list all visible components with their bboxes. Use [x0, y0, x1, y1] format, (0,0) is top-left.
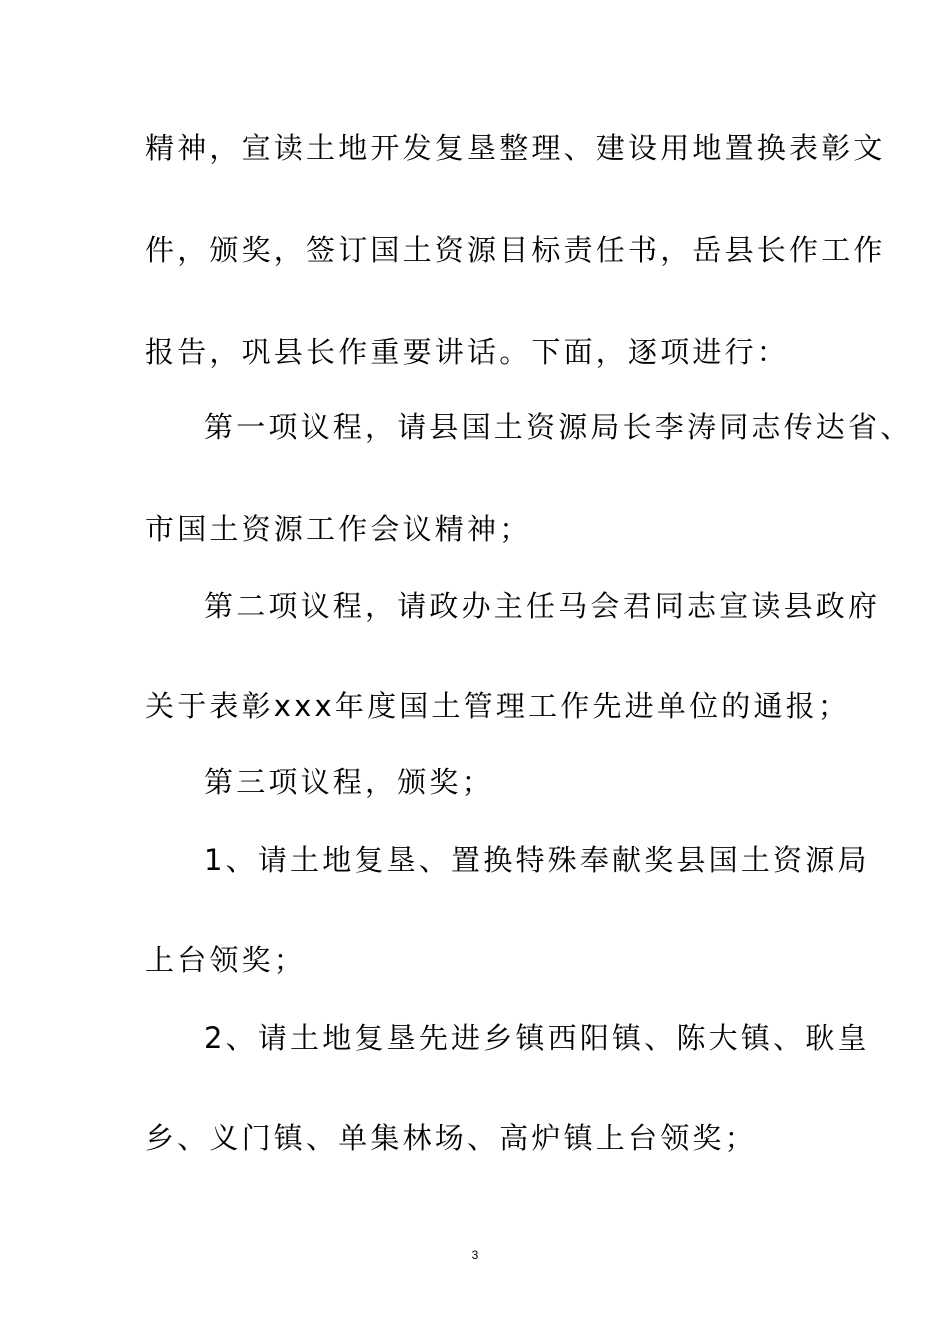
text-line: 市国土资源工作会议精神； [145, 512, 532, 546]
text-line: 报告，巩县长作重要讲话。下面，逐项进行： [145, 335, 790, 369]
text-line: 乡、义门镇、单集林场、高炉镇上台领奖； [145, 1121, 757, 1155]
text-line: 第二项议程，请政办主任马会君同志宣读县政府 [204, 589, 881, 623]
text-line: 1、请土地复垦、置换特殊奉献奖县国土资源局 [204, 843, 870, 877]
text-line: 件，颁奖，签订国土资源目标责任书，岳县长作工作 [145, 233, 886, 267]
text-line: 精神，宣读土地开发复垦整理、建设用地置换表彰文 [145, 131, 886, 165]
text-line: 第三项议程，颁奖； [204, 765, 494, 799]
text-line: 第一项议程，请县国土资源局长李涛同志传达省、 [204, 410, 913, 444]
page-number: 3 [471, 1248, 479, 1262]
text-line: 上台领奖； [145, 943, 307, 977]
text-line: 关于表彰xxx年度国土管理工作先进单位的通报； [145, 689, 851, 723]
text-line: 2、请土地复垦先进乡镇西阳镇、陈大镇、耿皇 [204, 1021, 870, 1055]
